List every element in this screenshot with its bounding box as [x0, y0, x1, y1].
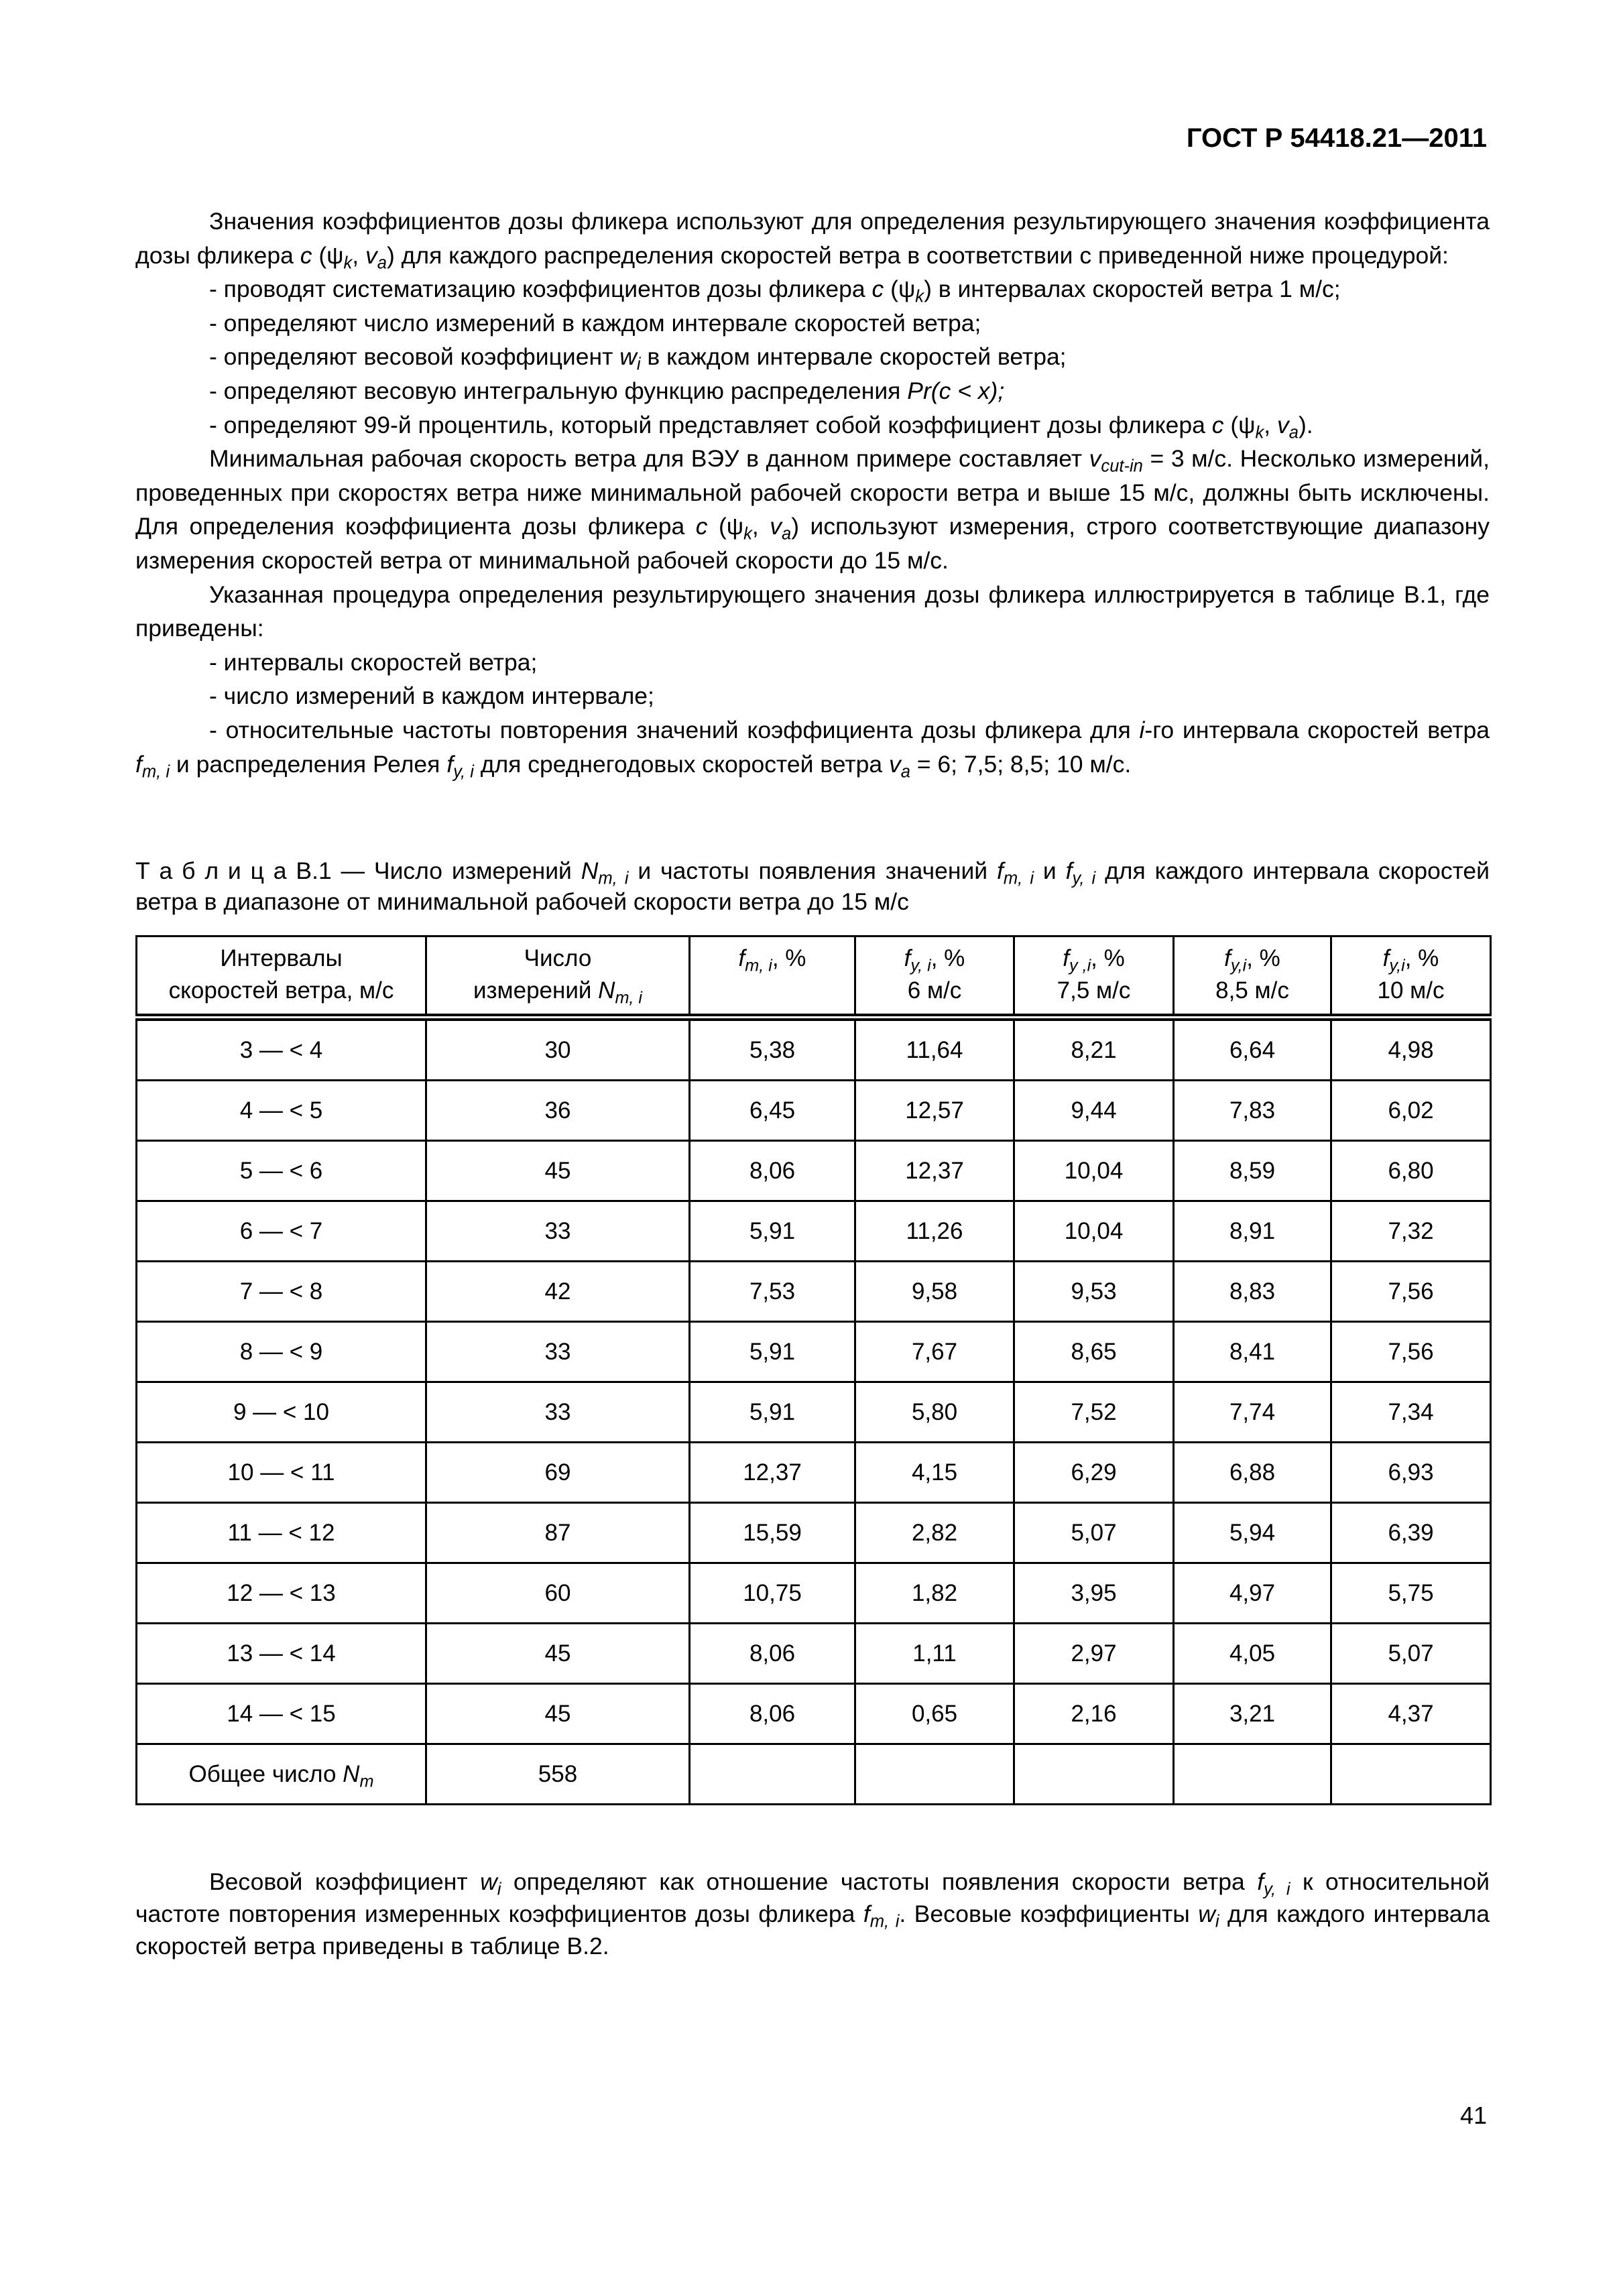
text-run: и распределения Релея — [170, 750, 447, 778]
text-run: 8,5 м/с — [1215, 977, 1289, 1004]
text-run: Pr(c < x); — [907, 377, 1005, 404]
table-cell: 7,74 — [1174, 1382, 1331, 1443]
table-cell: 5,80 — [855, 1382, 1014, 1443]
table-cell: 7,56 — [1331, 1322, 1491, 1382]
table-cell: 8,21 — [1014, 1018, 1174, 1081]
table-cell: 7 — < 8 — [137, 1262, 426, 1322]
column-header — [137, 936, 426, 1018]
text-run: - определяют весовой коэффициент — [209, 343, 620, 371]
table-row — [137, 1563, 1491, 1624]
paragraph — [135, 646, 1490, 680]
table-cell: 12,37 — [690, 1443, 855, 1503]
text-run: 7,5 м/с — [1057, 977, 1131, 1004]
page-number: 41 — [1459, 2102, 1487, 2129]
text-run: c — [695, 513, 708, 540]
total-label — [137, 1744, 426, 1805]
table-cell: 14 — < 15 — [137, 1684, 426, 1744]
table-cell: 5 — < 6 — [137, 1141, 426, 1201]
text-run: c — [871, 276, 884, 303]
table-cell: 10,04 — [1014, 1141, 1174, 1201]
empty-cell — [855, 1744, 1014, 1805]
table-cell: 5,91 — [690, 1201, 855, 1262]
text-run: Интервалы — [220, 945, 343, 971]
text-run: , % — [772, 945, 806, 971]
table-cell: 5,75 — [1331, 1563, 1491, 1624]
table-cell: 6,45 — [690, 1081, 855, 1141]
subscript: m, i — [1003, 869, 1034, 888]
text-run: и — [1034, 857, 1066, 884]
table-row — [137, 1624, 1491, 1684]
text-run: f — [1382, 945, 1390, 971]
text-run: f — [446, 750, 454, 778]
subscript: i — [1215, 1912, 1219, 1931]
table-row — [137, 1141, 1491, 1201]
empty-cell — [1014, 1744, 1174, 1805]
table-cell: 7,53 — [690, 1262, 855, 1322]
table-cell: 4,05 — [1174, 1624, 1331, 1684]
text-run: Число — [524, 945, 592, 971]
text-run: , % — [930, 945, 965, 971]
text-run: измерений — [473, 977, 599, 1004]
table-cell: 6,39 — [1331, 1503, 1491, 1563]
paragraph — [135, 204, 1490, 272]
table-cell: 0,65 — [855, 1684, 1014, 1744]
total-row — [137, 1744, 1491, 1805]
text-run: v — [1276, 411, 1289, 438]
table-cell: 45 — [426, 1141, 690, 1201]
text-run: f — [996, 857, 1004, 884]
text-run: f — [738, 945, 745, 971]
table-cell: 8,65 — [1014, 1322, 1174, 1382]
subscript: m, i — [141, 762, 170, 782]
table-cell: 3,95 — [1014, 1563, 1174, 1624]
text-run: , — [352, 241, 365, 269]
text-run: (ψ — [707, 513, 744, 540]
table-cell: 11,26 — [855, 1201, 1014, 1262]
paragraph — [135, 306, 1490, 341]
text-run: Значения коэффициентов дозы фликера используют для определения результирующего значения коэффициента дозы фликера — [135, 208, 1490, 269]
column-header — [855, 936, 1014, 1018]
table-cell: 11 — < 12 — [137, 1503, 426, 1563]
paragraph — [135, 713, 1490, 781]
table-cell: 9 — < 10 — [137, 1382, 426, 1443]
text-run: ) для каждого распределения скоростей ветра в соответствии с приведенной ниже процедурой: — [386, 241, 1449, 269]
table-caption — [135, 855, 1490, 917]
table-cell: 8 — < 9 — [137, 1322, 426, 1382]
table-cell: 8,59 — [1174, 1141, 1331, 1201]
table-cell: 6,80 — [1331, 1141, 1491, 1201]
table-cell: 3,21 — [1174, 1684, 1331, 1744]
text-run: ) в интервалах скоростей ветра 1 м/с; — [924, 276, 1341, 303]
column-header — [1014, 936, 1174, 1018]
text-run: N — [343, 1760, 360, 1787]
text-run: (ψ — [884, 276, 916, 303]
table-row — [137, 1684, 1491, 1744]
text-run: f — [1063, 945, 1069, 971]
paragraph — [135, 340, 1490, 374]
text-run: , — [1264, 411, 1277, 438]
table-cell: 7,52 — [1014, 1382, 1174, 1443]
table-cell: 5,94 — [1174, 1503, 1331, 1563]
table-cell: 33 — [426, 1322, 690, 1382]
table-cell: 4 — < 5 — [137, 1081, 426, 1141]
table-row — [137, 1322, 1491, 1382]
table-cell: 8,83 — [1174, 1262, 1331, 1322]
text-run: ) используют измерения, строго соответствующие диапазону измерения скоростей ветра от минимальной рабочей скорости до 15 м/с. — [135, 513, 1490, 574]
table-cell: 6,29 — [1014, 1443, 1174, 1503]
text-run: . Весовые коэффициенты — [899, 1900, 1199, 1927]
table-cell: 7,56 — [1331, 1262, 1491, 1322]
text-run: - интервалы скоростей ветра; — [209, 648, 538, 676]
table-cell: 5,91 — [690, 1382, 855, 1443]
empty-cell — [1174, 1744, 1331, 1805]
document-header: ГОСТ Р 54418.21—2011 — [1186, 123, 1487, 153]
table-cell: 4,37 — [1331, 1684, 1491, 1744]
text-run: - определяют 99-й процентиль, который представляет собой коэффициент дозы фликера — [209, 411, 1212, 438]
text-run: к относительной частоте повторения измеренных коэффициентов дозы фликера — [135, 1868, 1490, 1927]
table-row — [137, 1382, 1491, 1443]
text-run: Весовой коэффициент — [209, 1868, 481, 1895]
table-cell: 8,41 — [1174, 1322, 1331, 1382]
table-cell: 11,64 — [855, 1018, 1014, 1081]
table-cell: 10,75 — [690, 1563, 855, 1624]
table-cell: 7,32 — [1331, 1201, 1491, 1262]
table-cell: 12,37 — [855, 1141, 1014, 1201]
text-run: f — [904, 945, 911, 971]
footer-text — [135, 1866, 1490, 1962]
text-run: f — [1257, 1868, 1264, 1895]
text-run: - проводят систематизацию коэффициентов дозы фликера — [209, 276, 872, 303]
table-cell: 30 — [426, 1018, 690, 1081]
paragraph — [135, 442, 1490, 577]
text-run: определяют как отношение частоты появления скорости ветра — [501, 1868, 1258, 1895]
text-run: f — [863, 1900, 870, 1927]
table-cell: 7,83 — [1174, 1081, 1331, 1141]
data-table — [135, 935, 1492, 1805]
subscript: k — [915, 287, 924, 306]
text-run: Т а б л и ц а В.1 — Число измерений — [135, 857, 581, 884]
table-cell: 5,91 — [690, 1322, 855, 1382]
subscript: a — [781, 525, 792, 544]
subscript: m, i — [745, 956, 772, 975]
table-cell: 8,91 — [1174, 1201, 1331, 1262]
table-row — [137, 1081, 1491, 1141]
table-cell: 10 — < 11 — [137, 1443, 426, 1503]
table-cell: 3 — < 4 — [137, 1018, 426, 1081]
text-run: N — [598, 977, 615, 1004]
footer-paragraph — [135, 1866, 1490, 1962]
table-cell: 2,16 — [1014, 1684, 1174, 1744]
text-run: i — [1139, 716, 1145, 743]
text-run: , % — [1404, 945, 1439, 971]
text-run: Общее число — [188, 1760, 343, 1787]
text-run: , % — [1246, 945, 1280, 971]
table-cell: 8,06 — [690, 1141, 855, 1201]
text-run: в каждом интервале скоростей ветра; — [640, 343, 1067, 371]
subscript: y,i — [1389, 956, 1405, 975]
table-cell: 45 — [426, 1684, 690, 1744]
table-row — [137, 1503, 1491, 1563]
table-cell: 9,58 — [855, 1262, 1014, 1322]
table-cell: 6 — < 7 — [137, 1201, 426, 1262]
paragraph — [135, 578, 1490, 646]
table-cell: 60 — [426, 1563, 690, 1624]
text-run: 10 м/с — [1377, 977, 1445, 1004]
table-cell: 6,88 — [1174, 1443, 1331, 1503]
table-cell: 7,67 — [855, 1322, 1014, 1382]
text-run: v — [770, 513, 782, 540]
subscript: a — [377, 253, 387, 273]
subscript: m — [359, 1772, 374, 1791]
text-run: (ψ — [312, 241, 344, 269]
subscript: y, i — [453, 762, 474, 782]
table-row — [137, 1262, 1491, 1322]
column-header — [426, 936, 690, 1018]
table-cell: 1,82 — [855, 1563, 1014, 1624]
subscript: i — [636, 355, 641, 375]
subscript: m, i — [869, 1912, 900, 1931]
table-cell: 8,06 — [690, 1684, 855, 1744]
text-run: v — [1089, 445, 1101, 473]
text-run: для каждого интервала скоростей ветра приведены в таблице В.2. — [135, 1900, 1490, 1959]
column-header — [690, 936, 855, 1018]
table-cell: 6,93 — [1331, 1443, 1491, 1503]
text-run: = 3 м/с. Несколько измерений, проведенных при скоростях ветра ниже минимальной рабочей скорости ветра и выше 15 м/с, должны быть исключены. Для определения коэффициента дозы фликера — [135, 445, 1490, 540]
text-run: - относительные частоты повторения значений коэффициента дозы фликера для — [209, 716, 1140, 743]
paragraph — [135, 679, 1490, 713]
table-cell: 69 — [426, 1443, 690, 1503]
table-cell: 10,04 — [1014, 1201, 1174, 1262]
table-cell: 2,82 — [855, 1503, 1014, 1563]
table-cell: 4,15 — [855, 1443, 1014, 1503]
text-run: w — [480, 1868, 497, 1895]
subscript: k — [1255, 423, 1264, 442]
text-run: , — [752, 513, 770, 540]
table-cell: 5,38 — [690, 1018, 855, 1081]
subscript: y ,i — [1069, 956, 1091, 975]
subscript: y, i — [1264, 1880, 1290, 1899]
subscript: a — [1288, 423, 1299, 442]
subscript: y,i — [1230, 956, 1247, 975]
text-run: для среднегодовых скоростей ветра — [473, 750, 889, 778]
text-run: v — [888, 750, 901, 778]
text-run: v — [365, 241, 377, 269]
text-run: = 6; 7,5; 8,5; 10 м/с. — [910, 750, 1132, 778]
subscript: y, i — [1072, 869, 1096, 888]
table-cell: 6,64 — [1174, 1018, 1331, 1081]
text-run: -го интервала скоростей ветра — [1144, 716, 1490, 743]
text-run: w — [1198, 1900, 1215, 1927]
subscript: y, i — [910, 956, 931, 975]
table-cell: 4,97 — [1174, 1563, 1331, 1624]
paragraph — [135, 272, 1490, 306]
subscript: m, i — [615, 988, 643, 1008]
text-run: w — [619, 343, 637, 371]
table-cell: 2,97 — [1014, 1624, 1174, 1684]
table-cell: 42 — [426, 1262, 690, 1322]
text-run: f — [1224, 945, 1231, 971]
table-header-row — [137, 936, 1491, 1018]
subscript: i — [497, 1880, 501, 1899]
table-cell: 5,07 — [1014, 1503, 1174, 1563]
text-run: скоростей ветра, м/с — [168, 977, 394, 1004]
body-text — [135, 204, 1490, 781]
subscript: k — [343, 253, 353, 273]
empty-cell — [1331, 1744, 1491, 1805]
table-cell: 6,02 — [1331, 1081, 1491, 1141]
table-cell: 12 — < 13 — [137, 1563, 426, 1624]
text-run: (ψ — [1223, 411, 1256, 438]
subscript: m, i — [598, 869, 629, 888]
table-cell: 8,06 — [690, 1624, 855, 1684]
table-cell: 9,44 — [1014, 1081, 1174, 1141]
text-run: - определяют весовую интегральную функцию распределения — [209, 377, 908, 404]
table-cell: 15,59 — [690, 1503, 855, 1563]
total-value: 558 — [426, 1744, 690, 1805]
table-cell: 87 — [426, 1503, 690, 1563]
table-cell: 36 — [426, 1081, 690, 1141]
subscript: a — [900, 762, 910, 782]
table-cell: 4,98 — [1331, 1018, 1491, 1081]
text-run: c — [300, 241, 312, 269]
text-run: - число измерений в каждом интервале; — [209, 682, 654, 710]
text-run: - определяют число измерений в каждом интервале скоростей ветра; — [209, 309, 981, 337]
text-run: , % — [1091, 945, 1125, 971]
column-header — [1174, 936, 1331, 1018]
text-run: c — [1211, 411, 1224, 438]
paragraph — [135, 408, 1490, 442]
table-cell: 1,11 — [855, 1624, 1014, 1684]
text-run: f — [135, 750, 142, 778]
subscript: k — [743, 525, 752, 544]
table-row — [137, 1443, 1491, 1503]
table-cell: 13 — < 14 — [137, 1624, 426, 1684]
column-header — [1331, 936, 1491, 1018]
table-cell: 45 — [426, 1624, 690, 1684]
table-cell: 7,34 — [1331, 1382, 1491, 1443]
table-row — [137, 1018, 1491, 1081]
text-run: ). — [1298, 411, 1313, 438]
text-run: Указанная процедура определения результирующего значения дозы фликера иллюстрируется в таблице В.1, где приведены: — [135, 581, 1490, 642]
table-cell: 9,53 — [1014, 1262, 1174, 1322]
empty-cell — [690, 1744, 855, 1805]
text-run: 6 м/с — [907, 977, 962, 1004]
text-run: N — [581, 857, 599, 884]
table-row — [137, 1201, 1491, 1262]
paragraph — [135, 374, 1490, 408]
table-cell: 5,07 — [1331, 1624, 1491, 1684]
text-run: Минимальная рабочая скорость ветра для ВЭУ в данном примере составляет — [209, 445, 1089, 473]
table-cell: 33 — [426, 1382, 690, 1443]
table-cell: 12,57 — [855, 1081, 1014, 1141]
table-cell: 33 — [426, 1201, 690, 1262]
text-run: для каждого интервала скоростей ветра в диапазоне от минимальной рабочей скорости ветра до 15 м/с — [135, 857, 1490, 915]
text-run: и частоты появления значений — [628, 857, 997, 884]
subscript: cut-in — [1101, 457, 1143, 476]
text-run: f — [1065, 857, 1073, 884]
